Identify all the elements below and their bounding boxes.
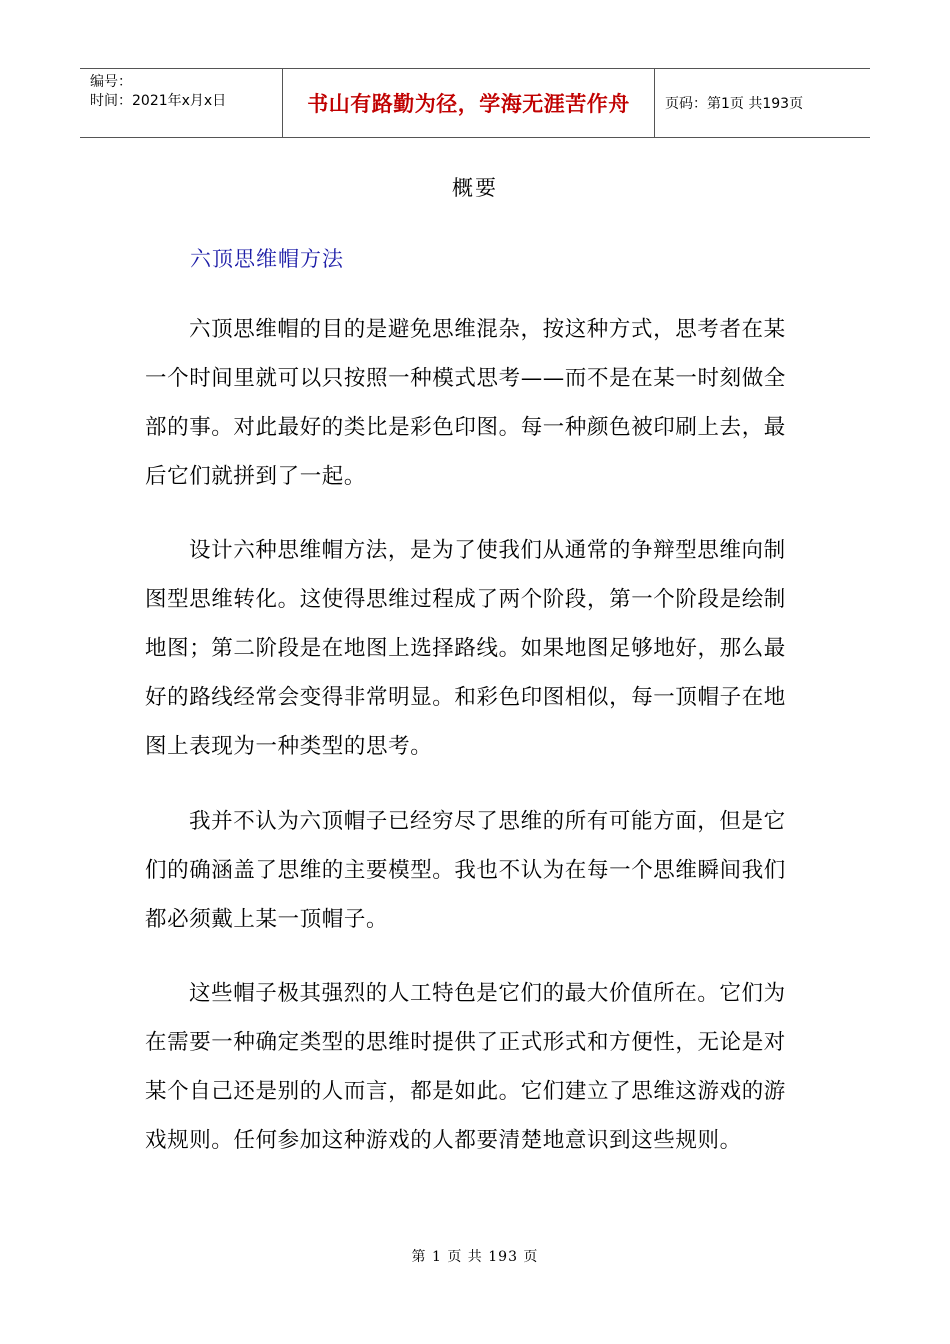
section-heading: 六顶思维帽方法 [190, 247, 344, 271]
paragraph-line: 都必须戴上某一顶帽子。 [145, 907, 389, 932]
paragraph-line: 这些帽子极其强烈的人工特色是它们的最大价值所在。它们为 [189, 981, 786, 1006]
paragraph-line: 六顶思维帽的目的是避免思维混杂，按这种方式，思考者在某 [189, 317, 786, 342]
paragraph-line: 某个自己还是别的人而言，都是如此。它们建立了思维这游戏的游 [145, 1079, 786, 1104]
paragraph-line: 戏规则。任何参加这种游戏的人都要清楚地意识到这些规则。 [145, 1128, 742, 1153]
paragraph-line: 地图；第二阶段是在地图上选择路线。如果地图足够地好，那么最 [145, 636, 786, 661]
paragraph-line: 好的路线经常会变得非常明显。和彩色印图相似，每一顶帽子在地 [145, 685, 786, 710]
header-page-info: 页码：第1页 共193页 [665, 96, 804, 112]
paragraph-line: 图型思维转化。这使得思维过程成了两个阶段，第一个阶段是绘制 [145, 587, 786, 612]
header-meta [80, 69, 282, 137]
paragraph-4 [145, 969, 808, 1165]
page-header [80, 68, 870, 138]
paragraph-line: 部的事。对此最好的类比是彩色印图。每一种颜色被印刷上去，最 [145, 415, 786, 440]
paragraph-line: 们的确涵盖了思维的主要模型。我也不认为在每一个思维瞬间我们 [145, 858, 786, 883]
number-label: 编号： [90, 74, 132, 90]
page-title: 概要 [452, 176, 498, 200]
paragraph-line: 后它们就拼到了一起。 [145, 464, 367, 489]
paragraph-1 [145, 305, 808, 501]
paragraph-line: 设计六种思维帽方法，是为了使我们从通常的争辩型思维向制 [189, 538, 786, 563]
paragraph-line: 图上表现为一种类型的思考。 [145, 734, 433, 759]
paragraph-3 [145, 797, 808, 944]
paragraph-line: 在需要一种确定类型的思维时提供了正式形式和方便性，无论是对 [145, 1030, 786, 1055]
paragraph-line: 我并不认为六顶帽子已经穷尽了思维的所有可能方面，但是它 [189, 809, 786, 834]
date-label: 时间：2021年x月x日 [90, 93, 227, 109]
page-footer: 第 1 页 共 193 页 [411, 1249, 539, 1265]
paragraph-2 [145, 526, 808, 771]
paragraph-line: 一个时间里就可以只按照一种模式思考——而不是在某一时刻做全 [145, 366, 786, 391]
header-motto: 书山有路勤为径，学海无涯苦作舟 [282, 69, 655, 137]
